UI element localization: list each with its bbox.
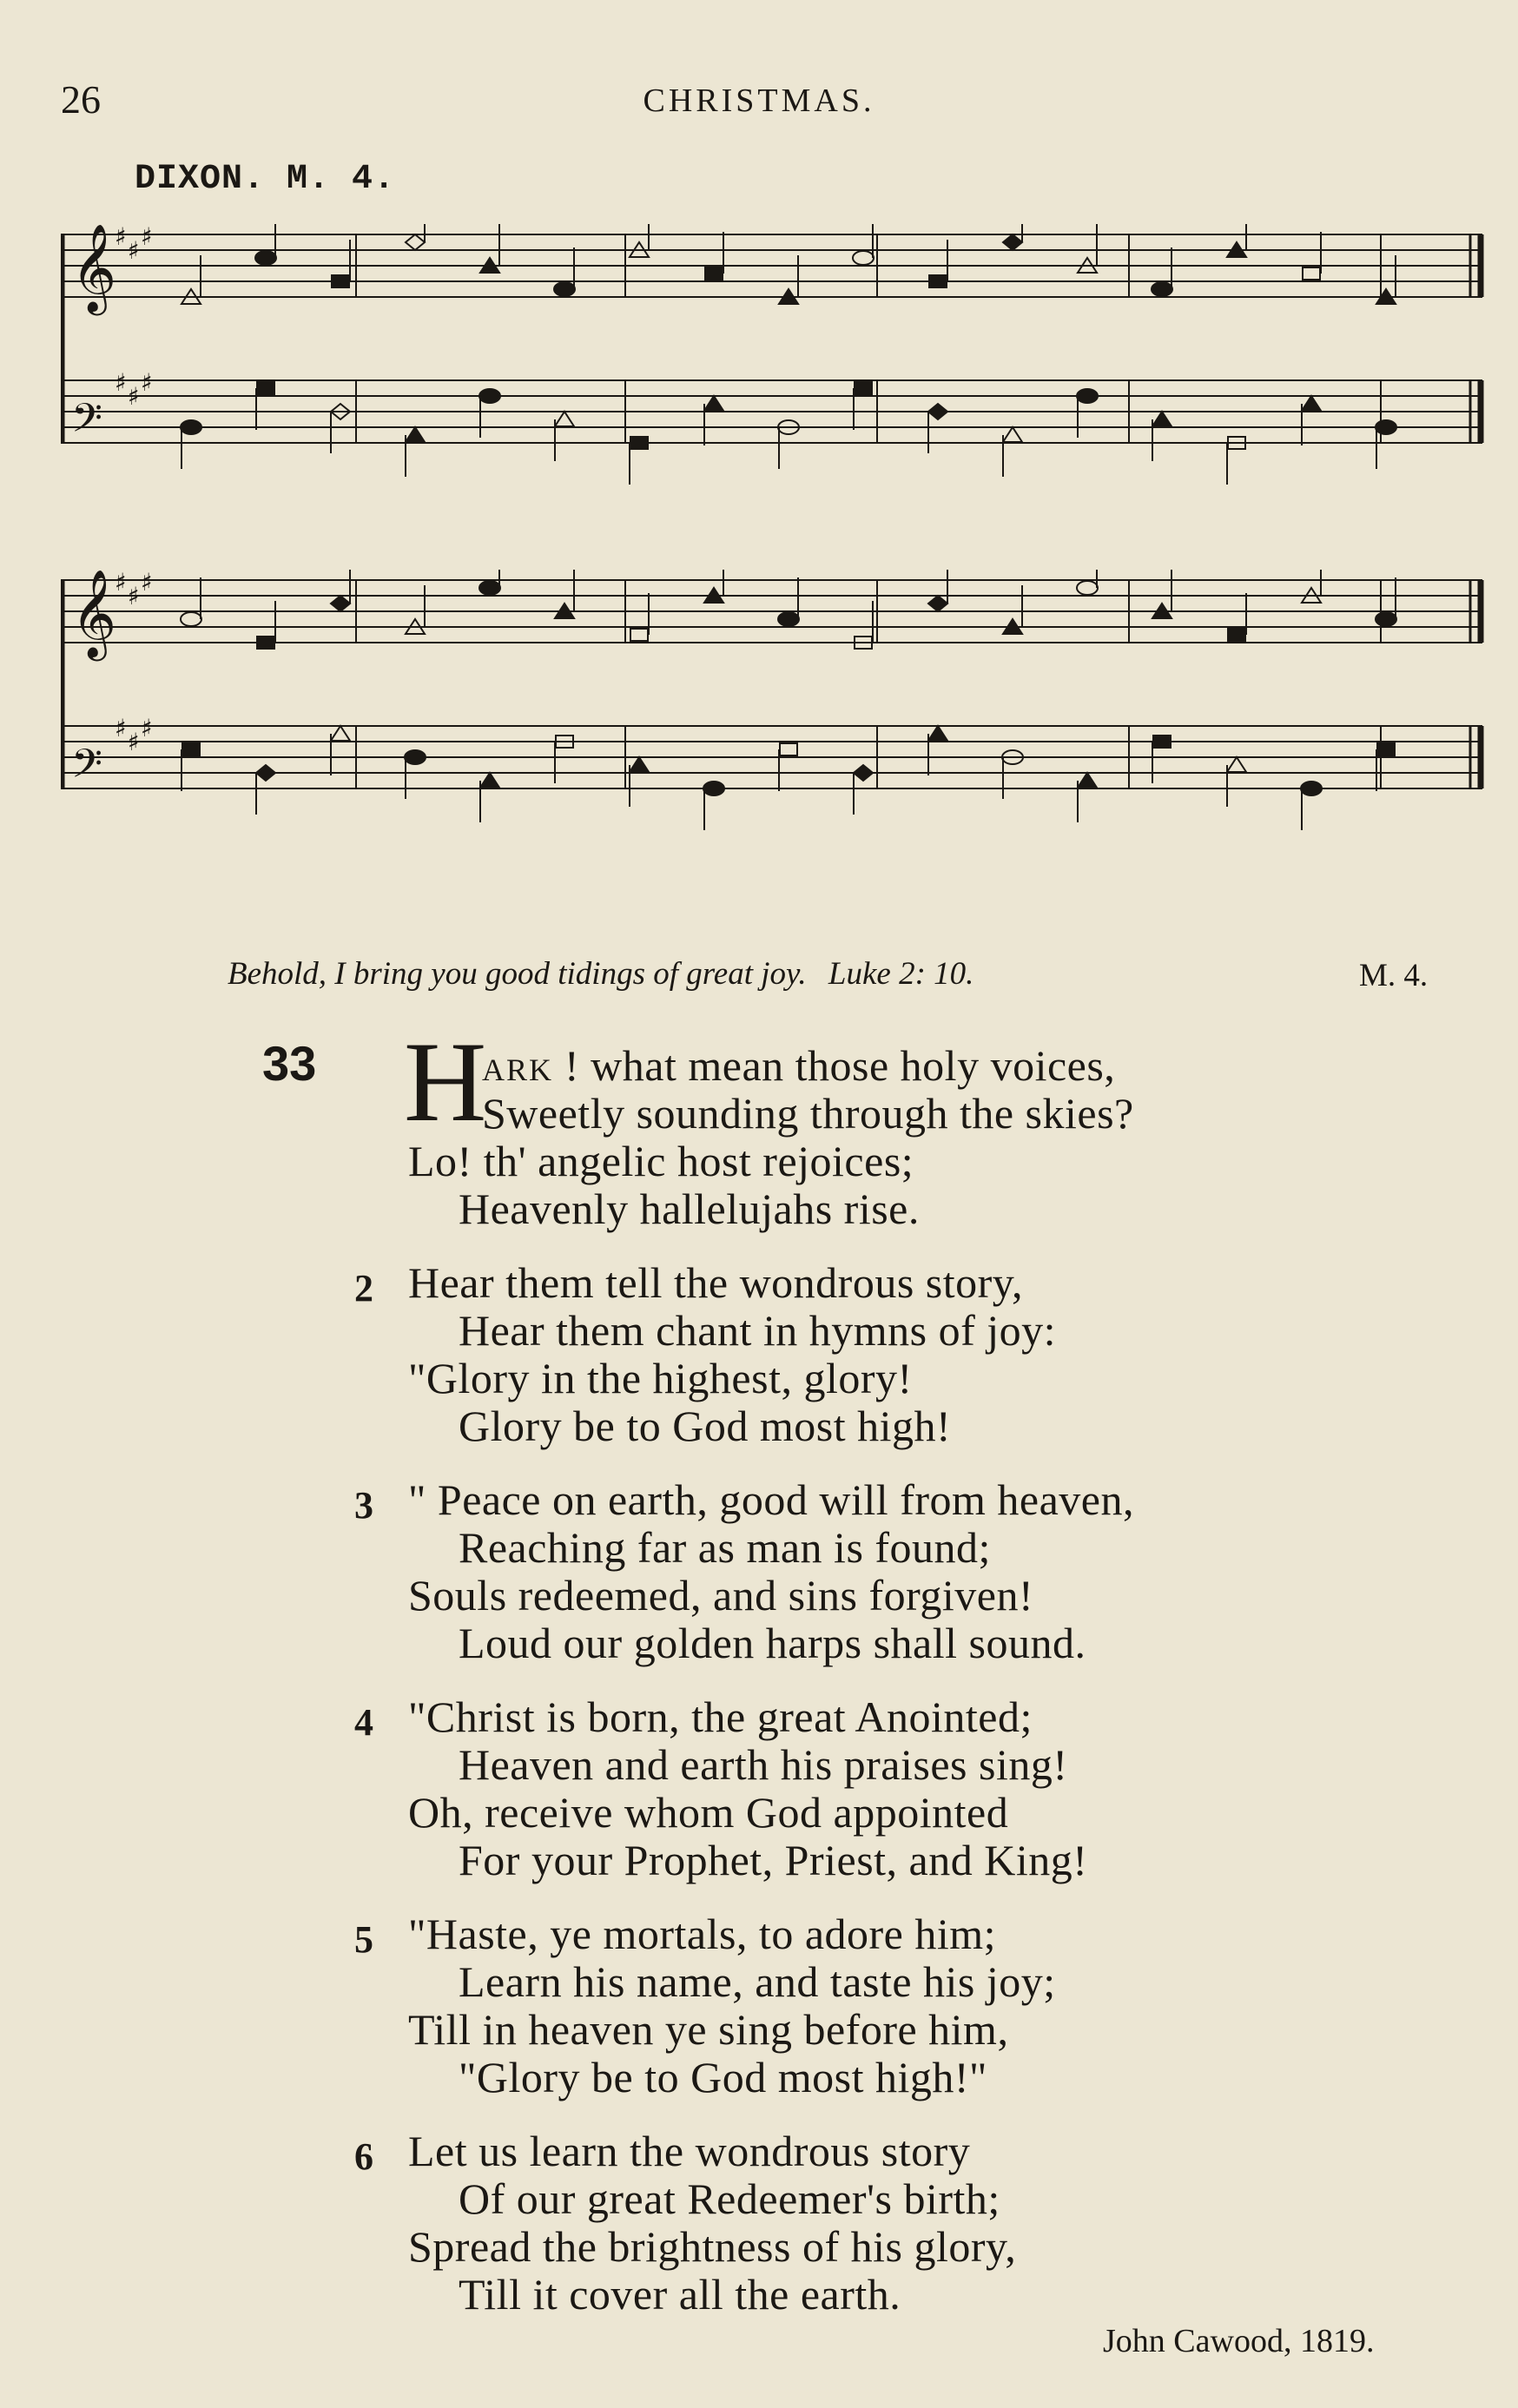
- stanza-6-line-1: Let us learn the wondrous story: [408, 2127, 971, 2175]
- sharp-sign: ♯: [115, 570, 127, 597]
- stanza-2-line-3: "Glory in the highest, glory!: [408, 1354, 913, 1402]
- stanza-4-line-1: "Christ is born, the great Anointed;: [408, 1692, 1033, 1741]
- epigraph-text: Behold, I bring you good tidings of great joy.: [228, 956, 807, 992]
- note-head: [331, 596, 350, 611]
- note-head: [554, 282, 575, 296]
- stanza-5-number: 5: [354, 1918, 373, 1961]
- sharp-sign: ♯: [128, 236, 140, 265]
- bass-clef: 𝄢: [71, 741, 103, 797]
- note-head: [928, 596, 947, 611]
- stanza-4-number: 4: [354, 1701, 373, 1744]
- note-head: [479, 581, 500, 595]
- sharp-sign: ♯: [128, 582, 140, 610]
- note-head: [853, 251, 874, 265]
- note-head: [1376, 420, 1396, 434]
- note-head: [928, 726, 947, 741]
- stanza-1-line-2: Sweetly sounding through the skies?: [482, 1089, 1134, 1138]
- stanza-2-line-1: Hear them tell the wondrous story,: [408, 1258, 1024, 1307]
- stanza-4-line-2: Heaven and earth his praises sing!: [459, 1740, 1068, 1789]
- note-head: [331, 726, 350, 741]
- note-head: [1003, 234, 1022, 250]
- stanza-6-line-3: Spread the brightness of his glory,: [408, 2222, 1017, 2271]
- note-head: [1077, 389, 1098, 403]
- sharp-sign: ♯: [128, 382, 140, 411]
- sharp-sign: ♯: [141, 570, 153, 597]
- first-word-rest: ARK: [482, 1052, 554, 1087]
- note-head: [555, 412, 574, 426]
- note-head: [780, 743, 797, 755]
- tune-heading: [135, 160, 395, 199]
- sharp-sign: ♯: [115, 368, 127, 397]
- stanza-5-line-1: "Haste, ye mortals, to adore him;: [408, 1910, 997, 1958]
- stanza-5-line-2: Learn his name, and taste his joy;: [459, 1957, 1056, 2006]
- note-head: [181, 612, 201, 626]
- note-head: [257, 637, 274, 649]
- stanza-6-line-2: Of our great Redeemer's birth;: [459, 2174, 1000, 2223]
- note-head: [1302, 396, 1321, 411]
- drop-cap: H: [404, 1018, 487, 1145]
- note-head: [929, 275, 947, 287]
- stanza-1-line-1: ARK ! what mean those holy voices,: [482, 1041, 1116, 1090]
- note-head: [1228, 629, 1245, 641]
- stanza-6-line-4: Till it cover all the earth.: [459, 2270, 901, 2319]
- note-head: [332, 275, 349, 287]
- note-head: [1003, 427, 1022, 442]
- note-head: [704, 396, 723, 411]
- stanza-1-line-4: Heavenly hallelujahs rise.: [459, 1184, 920, 1233]
- note-head: [1376, 612, 1396, 626]
- note-head: [479, 389, 500, 403]
- note-head: [405, 750, 426, 764]
- sharp-sign: ♯: [141, 368, 153, 397]
- note-head: [1152, 282, 1172, 296]
- treble-clef: 𝄞: [71, 224, 117, 312]
- note-head: [928, 404, 947, 419]
- note-head: [182, 743, 200, 755]
- note-head: [630, 437, 648, 449]
- stanza-3-number: 3: [354, 1484, 373, 1527]
- note-head: [1303, 267, 1320, 280]
- note-head: [1301, 782, 1322, 795]
- page-number: 26: [61, 77, 101, 122]
- stanza-4-line-3: Oh, receive whom God appointed: [408, 1788, 1009, 1837]
- bass-clef: 𝄢: [71, 395, 103, 452]
- stanza-3-line-2: Reaching far as man is found;: [459, 1523, 991, 1572]
- note-head: [257, 382, 274, 394]
- epigraph: [228, 955, 974, 993]
- note-head: [778, 612, 799, 626]
- note-head: [480, 773, 499, 788]
- epigraph-meter: M. 4.: [1359, 958, 1429, 993]
- note-head: [406, 234, 425, 250]
- note-head: [854, 765, 873, 781]
- stanza-1-line-3: Lo! th' angelic host rejoices;: [408, 1137, 914, 1185]
- note-head: [703, 782, 724, 795]
- note-head: [630, 629, 648, 641]
- music-score-1: [61, 224, 1489, 502]
- running-title: CHRISTMAS.: [643, 82, 875, 119]
- note-head: [256, 765, 275, 781]
- stanza-5-line-4: "Glory be to God most high!": [459, 2053, 987, 2101]
- stanza-2-line-2: Hear them chant in hymns of joy:: [459, 1306, 1057, 1355]
- sharp-sign: ♯: [115, 714, 127, 742]
- stanza-2-number: 2: [354, 1267, 373, 1310]
- stanza-3-line-1: " Peace on earth, good will from heaven,: [408, 1475, 1134, 1524]
- stanza-3-line-3: Souls redeemed, and sins forgiven!: [408, 1571, 1034, 1620]
- stanza-2-line-4: Glory be to God most high!: [459, 1402, 952, 1450]
- hymn-number: 33: [262, 1036, 317, 1091]
- note-head: [1377, 743, 1395, 755]
- note-head: [1153, 736, 1171, 748]
- music-score-2: [61, 570, 1489, 848]
- sharp-sign: ♯: [115, 224, 127, 251]
- epigraph-reference: Luke 2: 10.: [828, 956, 974, 992]
- stanza-3-line-4: Loud our golden harps shall sound.: [459, 1619, 1086, 1667]
- note-head: [1078, 773, 1097, 788]
- author-credit: John Cawood, 1819.: [1103, 2323, 1375, 2359]
- music-system-1: [61, 224, 1489, 502]
- sharp-sign: ♯: [141, 224, 153, 251]
- note-head: [181, 420, 201, 434]
- tune-meter: M. 4.: [287, 160, 396, 199]
- sharp-sign: ♯: [128, 728, 140, 756]
- tune-name: DIXON.: [135, 160, 266, 199]
- stanza-5-line-3: Till in heaven ye sing before him,: [408, 2005, 1009, 2054]
- sharp-sign: ♯: [141, 714, 153, 742]
- stanza-6-number: 6: [354, 2135, 373, 2178]
- note-head: [1152, 412, 1172, 426]
- note-head: [406, 427, 425, 442]
- stanza-4-line-4: For your Prophet, Priest, and King!: [459, 1836, 1088, 1884]
- note-head: [1077, 581, 1098, 595]
- note-head: [855, 382, 872, 394]
- note-head: [1227, 757, 1246, 772]
- music-system-2: [61, 570, 1489, 848]
- note-head: [255, 251, 276, 265]
- note-head: [630, 757, 649, 772]
- note-head: [705, 267, 723, 280]
- treble-clef: 𝄞: [71, 570, 117, 657]
